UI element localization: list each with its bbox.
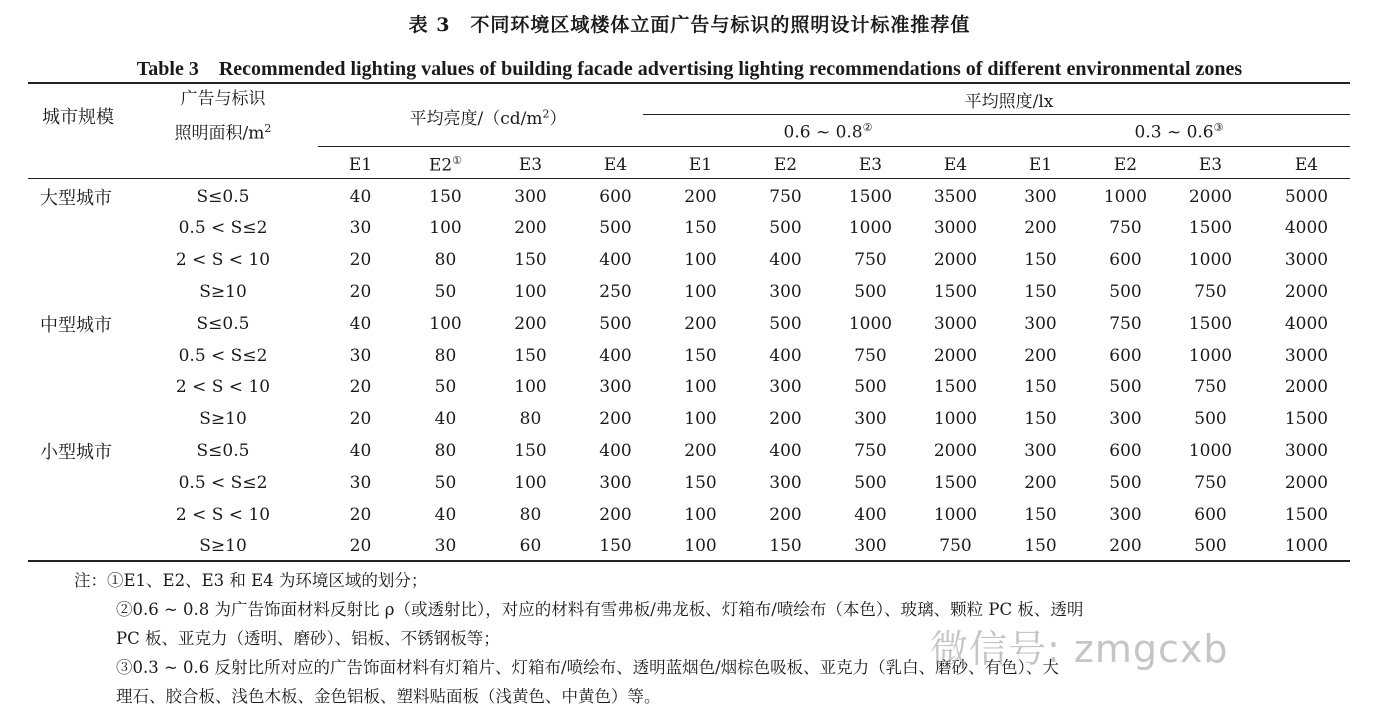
value-cell: 500 [599,313,632,334]
luminance-header [318,84,658,149]
value-cell: 3000 [933,313,978,334]
value-cell: 1500 [848,186,893,207]
value-cell: 100 [514,472,547,493]
table-row [28,308,1360,340]
zone-label: E3 [858,154,883,175]
value-cell: 300 [1109,409,1142,430]
city-cell: 中型城市 [40,314,112,336]
value-cell: 2000 [933,345,978,366]
value-cell: 40 [349,186,372,207]
value-cell: 150 [599,536,632,557]
area-cell: S≥10 [199,281,247,302]
value-cell: 20 [349,377,372,398]
area-cell: 0.5 < S≤2 [178,345,268,366]
lighting-table [28,84,1360,562]
value-cell: 80 [519,504,542,525]
value-cell: 150 [1024,250,1057,271]
value-cell: 300 [769,472,802,493]
value-cell: 4000 [1284,218,1329,239]
value-cell: 300 [1024,440,1057,461]
value-cell: 750 [854,440,887,461]
value-cell: 500 [1109,472,1142,493]
value-cell: 150 [514,345,547,366]
range2-header [998,116,1360,149]
zone-header-5 [743,149,828,181]
value-cell: 200 [1024,218,1057,239]
zone-header-7 [913,149,998,181]
value-cell: 600 [1109,345,1142,366]
value-cell: 500 [1194,536,1227,557]
area-header-line2: 照明面积/m [174,123,265,144]
table-row [28,340,1360,372]
value-cell: 200 [1109,536,1142,557]
area-cell: 0.5 < S≤2 [178,218,268,239]
city-cell [28,530,128,562]
value-cell: 300 [769,377,802,398]
table-row [28,530,1360,562]
value-cell: 50 [434,472,457,493]
zone-label: E1 [688,154,713,175]
table-row [28,276,1360,308]
zone-header-8 [998,149,1083,181]
zone-label: E3 [1198,154,1223,175]
value-cell: 750 [1109,313,1142,334]
value-cell: 250 [599,281,632,302]
value-cell: 20 [349,536,372,557]
value-cell: 500 [599,218,632,239]
value-cell: 150 [769,536,802,557]
value-cell: 150 [1024,377,1057,398]
zone-label: E2 [428,155,453,176]
value-cell: 1500 [933,472,978,493]
zone-header-2 [488,149,573,181]
area-cell: 0.5 < S≤2 [178,472,268,493]
table-row [28,403,1360,435]
value-cell: 100 [429,218,462,239]
value-cell: 300 [1109,504,1142,525]
value-cell: 1000 [1188,250,1233,271]
value-cell: 3000 [1284,345,1329,366]
value-cell: 1000 [1188,345,1233,366]
zone-header-0 [318,149,403,181]
value-cell: 150 [1024,281,1057,302]
value-cell: 400 [769,345,802,366]
value-cell: 500 [854,377,887,398]
area-header-sup: 2 [264,122,272,135]
zone-label: E4 [603,154,628,175]
area-cell: 2 < S < 10 [175,504,271,525]
zone-header-9 [1083,149,1168,181]
value-cell: 400 [854,504,887,525]
value-cell: 600 [1109,250,1142,271]
city-cell [28,467,128,499]
value-cell: 300 [599,472,632,493]
table-row [28,467,1360,499]
value-cell: 2000 [1284,377,1329,398]
value-cell: 100 [429,313,462,334]
note-2a: ②0.6 ~ 0.8 为广告饰面材料反射比 ρ（或透射比），对应的材料有雪弗板/弗龙板、灯箱布/喷绘布（本色）、玻璃、颗粒 PC 板、透明 [116,600,1084,619]
value-cell: 500 [769,218,802,239]
value-cell: 400 [769,440,802,461]
value-cell: 30 [349,345,372,366]
area-cell: S≤0.5 [196,440,250,461]
value-cell: 4000 [1284,313,1329,334]
table-row [28,435,1360,467]
value-cell: 100 [684,250,717,271]
value-cell: 100 [684,377,717,398]
table-title-en: Table 3 Recommended lighting values of building facade advertising lighting recommendations of different environmental zones [136,58,1243,80]
range2-label: 0.3 ~ 0.6 [1134,123,1214,144]
value-cell: 150 [1024,504,1057,525]
value-cell: 750 [769,186,802,207]
value-cell: 500 [1194,409,1227,430]
city-cell [28,244,128,276]
value-cell: 3000 [1284,250,1329,271]
table-row [28,499,1360,531]
value-cell: 300 [769,281,802,302]
value-cell: 200 [684,313,717,334]
zone-filler [28,149,128,181]
value-cell: 1500 [933,377,978,398]
value-cell: 300 [854,536,887,557]
table-row [28,371,1360,403]
value-cell: 150 [684,345,717,366]
value-cell: 500 [1109,377,1142,398]
illuminance-header: 平均照度/lx [964,92,1054,113]
note-2b: PC 板、亚克力（透明、磨砂）、铝板、不锈钢板等； [116,629,500,648]
value-cell: 100 [684,409,717,430]
value-cell: 150 [1024,536,1057,557]
value-cell: 600 [1194,504,1227,525]
value-cell: 500 [769,313,802,334]
value-cell: 150 [429,186,462,207]
value-cell: 300 [1024,313,1057,334]
value-cell: 400 [599,440,632,461]
value-cell: 3000 [933,218,978,239]
zone-header-6 [828,149,913,181]
e2-mark: ① [452,153,463,167]
value-cell: 500 [854,472,887,493]
value-cell: 1500 [1188,313,1233,334]
value-cell: 3500 [933,186,978,207]
value-cell: 300 [514,186,547,207]
value-cell: 200 [1024,472,1057,493]
value-cell: 500 [854,281,887,302]
value-cell: 300 [599,377,632,398]
value-cell: 20 [349,409,372,430]
table-title-cn: 表 3 不同环境区域楼体立面广告与标识的照明设计标准推荐值 [408,14,971,36]
value-cell: 1500 [1284,504,1329,525]
value-cell: 300 [1024,186,1057,207]
value-cell: 20 [349,281,372,302]
note-1: 注：①E1、E2、E3 和 E4 为环境区域的划分； [74,571,428,590]
value-cell: 100 [514,377,547,398]
value-cell: 600 [1109,440,1142,461]
value-cell: 150 [1024,409,1057,430]
value-cell: 200 [769,504,802,525]
value-cell: 400 [769,250,802,271]
value-cell: 80 [434,345,457,366]
value-cell: 50 [434,281,457,302]
city-cell [28,212,128,244]
zone-header-4 [658,149,743,181]
value-cell: 60 [519,536,542,557]
area-cell: 2 < S < 10 [175,377,271,398]
value-cell: 500 [1109,281,1142,302]
area-header [128,84,318,149]
value-cell: 40 [434,409,457,430]
area-cell: S≥10 [199,536,247,557]
city-cell [28,340,128,372]
value-cell: 100 [684,504,717,525]
luminance-label: 平均亮度/（cd/m [409,108,543,129]
value-cell: 750 [1109,218,1142,239]
value-cell: 200 [599,409,632,430]
range1-label: 0.6 ~ 0.8 [783,123,863,144]
value-cell: 150 [514,440,547,461]
city-cell [28,499,128,531]
zone-label: E2 [773,154,798,175]
value-cell: 1000 [1188,440,1233,461]
value-cell: 750 [854,250,887,271]
range1-header [658,116,998,149]
value-cell: 200 [1024,345,1057,366]
value-cell: 2000 [1284,281,1329,302]
value-cell: 1000 [1103,186,1148,207]
city-cell [28,403,128,435]
city-scale-header: 城市规模 [42,107,114,129]
value-cell: 200 [599,504,632,525]
table-row [28,244,1360,276]
value-cell: 750 [939,536,972,557]
value-cell: 1500 [1284,409,1329,430]
value-cell: 100 [684,536,717,557]
value-cell: 3000 [1284,440,1329,461]
value-cell: 200 [684,186,717,207]
zone-header-1 [403,149,488,181]
zone-label: E2 [1113,154,1138,175]
value-cell: 600 [599,186,632,207]
zone-label: E4 [943,154,968,175]
value-cell: 5000 [1284,186,1329,207]
value-cell: 150 [684,218,717,239]
value-cell: 80 [434,440,457,461]
value-cell: 750 [1194,472,1227,493]
table-row [28,181,1360,213]
value-cell: 100 [684,281,717,302]
zone-filler [128,149,318,181]
value-cell: 1000 [933,409,978,430]
area-cell: S≤0.5 [196,313,250,334]
value-cell: 100 [514,281,547,302]
value-cell: 30 [434,536,457,557]
city-cell: 小型城市 [40,441,112,463]
value-cell: 20 [349,250,372,271]
area-cell: 2 < S < 10 [175,250,271,271]
area-cell: S≤0.5 [196,186,250,207]
value-cell: 150 [684,472,717,493]
value-cell: 1500 [933,281,978,302]
value-cell: 200 [514,218,547,239]
area-header-line1: 广告与标识 [180,89,266,109]
value-cell: 40 [434,504,457,525]
value-cell: 200 [769,409,802,430]
value-cell: 200 [684,440,717,461]
value-cell: 150 [514,250,547,271]
value-cell: 300 [854,409,887,430]
value-cell: 80 [519,409,542,430]
note-3a: ③0.3 ~ 0.6 反射比所对应的广告饰面材料有灯箱片、灯箱布/喷绘布、透明蓝烟色/烟棕色吸板、亚克力（乳白、磨砂、有色）、大 [116,658,1059,677]
zone-header-10 [1168,149,1253,181]
value-cell: 750 [854,345,887,366]
value-cell: 30 [349,218,372,239]
value-cell: 30 [349,472,372,493]
value-cell: 1000 [933,504,978,525]
area-cell: S≥10 [199,409,247,430]
value-cell: 80 [434,250,457,271]
value-cell: 750 [1194,377,1227,398]
zone-label: E1 [1028,154,1053,175]
table-row [28,212,1360,244]
range1-mark: ② [862,121,873,135]
value-cell: 2000 [1188,186,1233,207]
value-cell: 1000 [1284,536,1329,557]
value-cell: 1500 [1188,218,1233,239]
value-cell: 2000 [933,440,978,461]
value-cell: 40 [349,440,372,461]
value-cell: 1000 [848,218,893,239]
zone-header-11 [1253,149,1360,181]
city-cell [28,276,128,308]
value-cell: 400 [599,345,632,366]
value-cell: 50 [434,377,457,398]
zone-header-3 [573,149,658,181]
zone-label: E4 [1294,154,1319,175]
wechat-watermark: 微信号: zmgcxb [930,627,1229,671]
value-cell: 200 [514,313,547,334]
city-cell [28,371,128,403]
range2-mark: ③ [1213,121,1224,135]
value-cell: 1000 [848,313,893,334]
value-cell: 750 [1194,281,1227,302]
luminance-end: ） [549,108,567,129]
zone-label: E1 [348,154,373,175]
luminance-sup: 2 [542,107,550,121]
note-3b: 理石、胶合板、浅色木板、金色铝板、塑料贴面板（浅黄色、中黄色）等。 [116,687,661,706]
zone-label: E3 [518,154,543,175]
value-cell: 2000 [933,250,978,271]
value-cell: 20 [349,504,372,525]
city-cell: 大型城市 [40,187,112,209]
value-cell: 400 [599,250,632,271]
value-cell: 2000 [1284,472,1329,493]
value-cell: 40 [349,313,372,334]
